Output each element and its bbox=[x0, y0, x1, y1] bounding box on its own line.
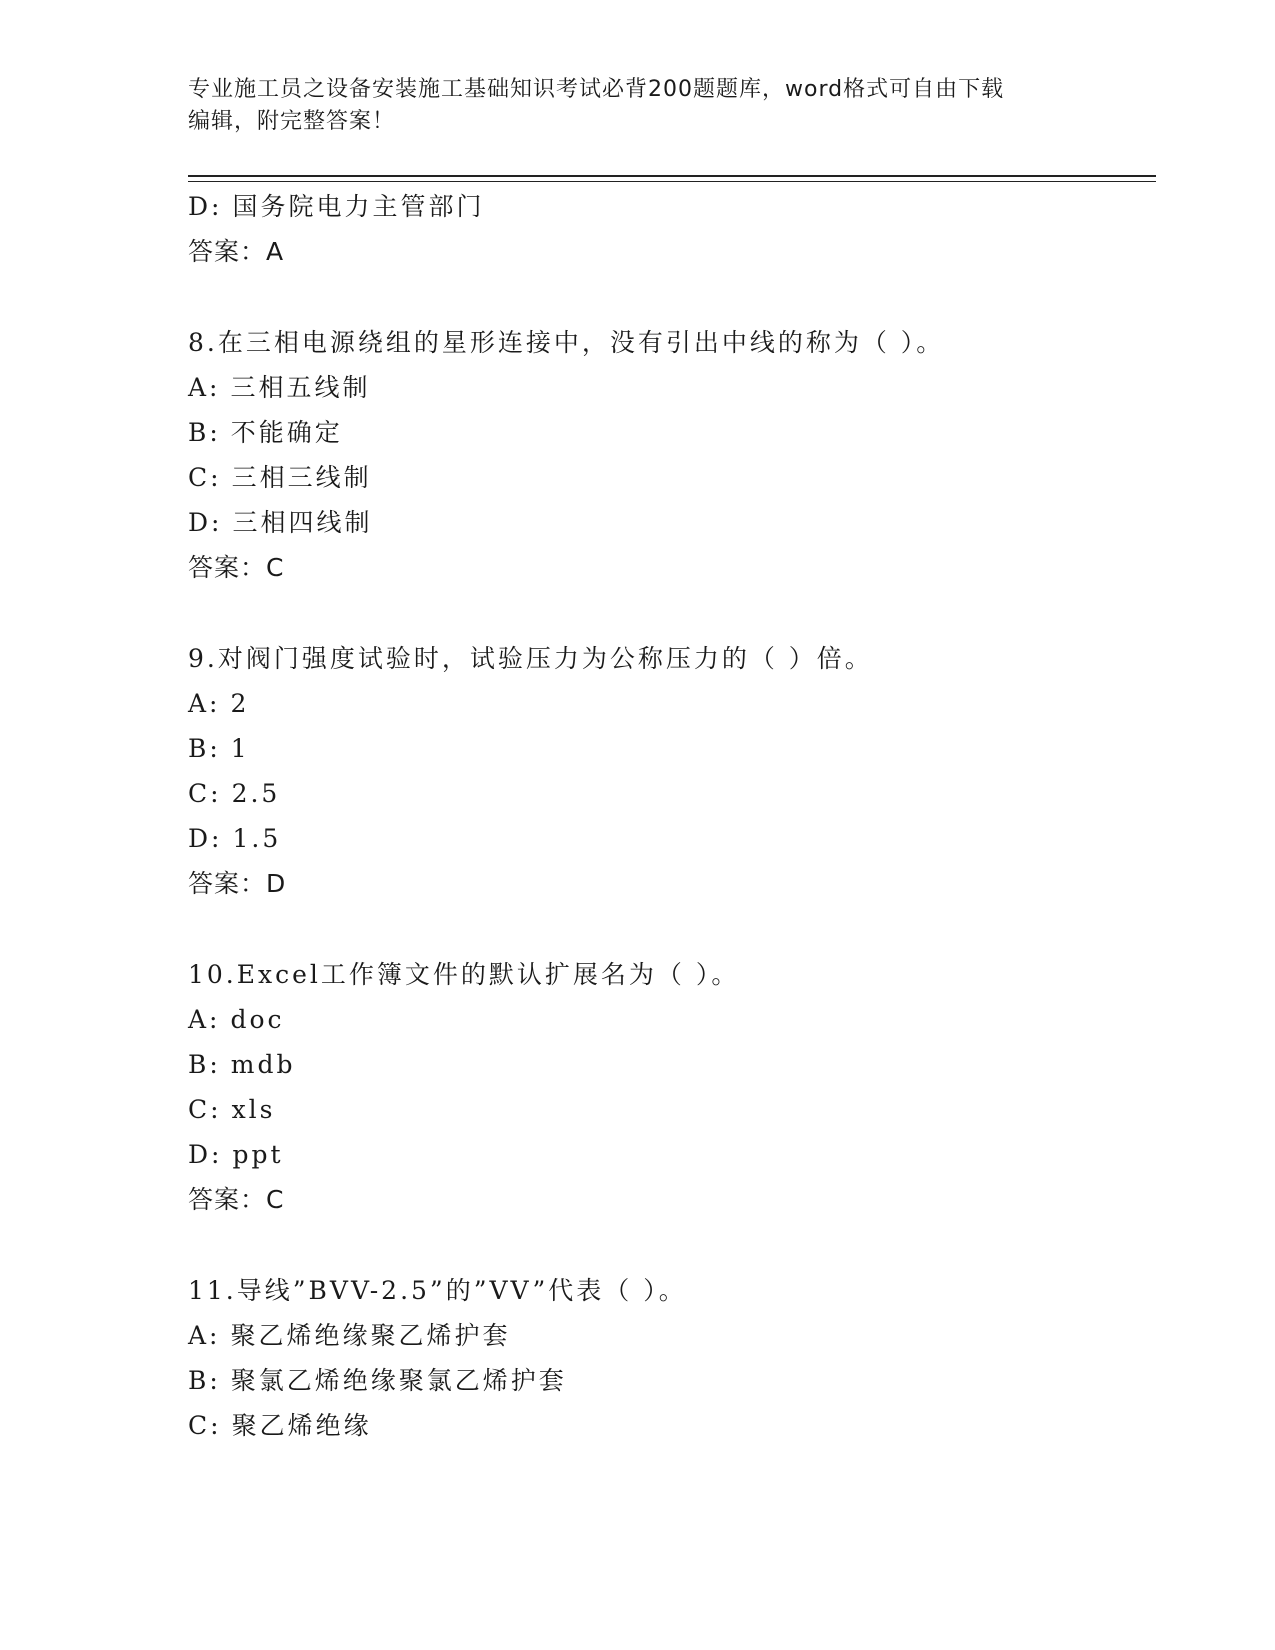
option-text: 2 bbox=[230, 689, 250, 718]
option-key: A: bbox=[188, 373, 221, 402]
option-text: ppt bbox=[232, 1140, 284, 1169]
option-key: B: bbox=[188, 734, 221, 763]
option-text: 1.5 bbox=[232, 824, 282, 853]
option-key: C: bbox=[188, 779, 222, 808]
option-line bbox=[188, 1139, 284, 1171]
option-key: B: bbox=[188, 1366, 221, 1395]
option-line bbox=[188, 1365, 567, 1397]
option-key: C: bbox=[188, 463, 222, 492]
header-line-2: 编辑，附完整答案！ bbox=[188, 109, 396, 134]
answer-line: 答案：A bbox=[188, 237, 285, 266]
option-text: 1 bbox=[230, 734, 250, 763]
option-line bbox=[188, 733, 250, 765]
answer-line: 答案：C bbox=[188, 1185, 285, 1214]
question-line: 8.在三相电源绕组的星形连接中，没有引出中线的称为（ ）。 bbox=[188, 328, 945, 357]
option-text: 三相四线制 bbox=[232, 508, 373, 537]
option-key: B: bbox=[188, 418, 221, 447]
question-line: 9.对阀门强度试验时，试验压力为公称压力的（ ）倍。 bbox=[188, 644, 873, 673]
option-line bbox=[188, 372, 371, 404]
option-key: D: bbox=[188, 824, 223, 853]
question-line: 10.Excel工作簿文件的默认扩展名为（ ）。 bbox=[188, 960, 740, 989]
option-line bbox=[188, 778, 280, 810]
header-divider-thin bbox=[188, 181, 1156, 182]
option-line bbox=[188, 1094, 276, 1126]
option-key: D: bbox=[188, 508, 223, 537]
header-divider-thick bbox=[188, 175, 1156, 177]
option-line bbox=[188, 1320, 511, 1352]
option-key: D: bbox=[188, 192, 223, 221]
document-header bbox=[188, 74, 1068, 138]
option-text: 不能确定 bbox=[230, 418, 343, 447]
option-line bbox=[188, 1049, 296, 1081]
option-line bbox=[188, 688, 249, 720]
option-line bbox=[188, 1410, 372, 1442]
option-line bbox=[188, 823, 281, 855]
option-text: mdb bbox=[230, 1050, 296, 1079]
answer-line: 答案：D bbox=[188, 869, 287, 898]
option-key: A: bbox=[188, 1005, 221, 1034]
option-key: C: bbox=[188, 1411, 222, 1440]
option-key: A: bbox=[188, 689, 221, 718]
option-line bbox=[188, 462, 372, 494]
question-line: 11.导线”BVV-2.5”的”VV”代表（ ）。 bbox=[188, 1276, 687, 1305]
option-key: C: bbox=[188, 1095, 222, 1124]
option-key: B: bbox=[188, 1050, 221, 1079]
answer-line: 答案：C bbox=[188, 553, 285, 582]
option-line bbox=[188, 191, 484, 223]
option-text: doc bbox=[230, 1005, 285, 1034]
option-line bbox=[188, 507, 372, 539]
option-text: 国务院电力主管部门 bbox=[232, 192, 485, 221]
option-text: 三相五线制 bbox=[230, 373, 371, 402]
option-key: D: bbox=[188, 1140, 223, 1169]
option-key: A: bbox=[188, 1321, 221, 1350]
option-text: 三相三线制 bbox=[231, 463, 372, 492]
option-line bbox=[188, 1004, 285, 1036]
option-text: 聚乙烯绝缘聚乙烯护套 bbox=[230, 1321, 511, 1350]
option-text: 聚氯乙烯绝缘聚氯乙烯护套 bbox=[230, 1366, 567, 1395]
option-text: 聚乙烯绝缘 bbox=[231, 1411, 372, 1440]
option-text: xls bbox=[231, 1095, 276, 1124]
option-text: 2.5 bbox=[231, 779, 281, 808]
option-line bbox=[188, 417, 343, 449]
header-line-1: 专业施工员之设备安装施工基础知识考试必背200题题库，word格式可自由下载 bbox=[188, 77, 1005, 102]
